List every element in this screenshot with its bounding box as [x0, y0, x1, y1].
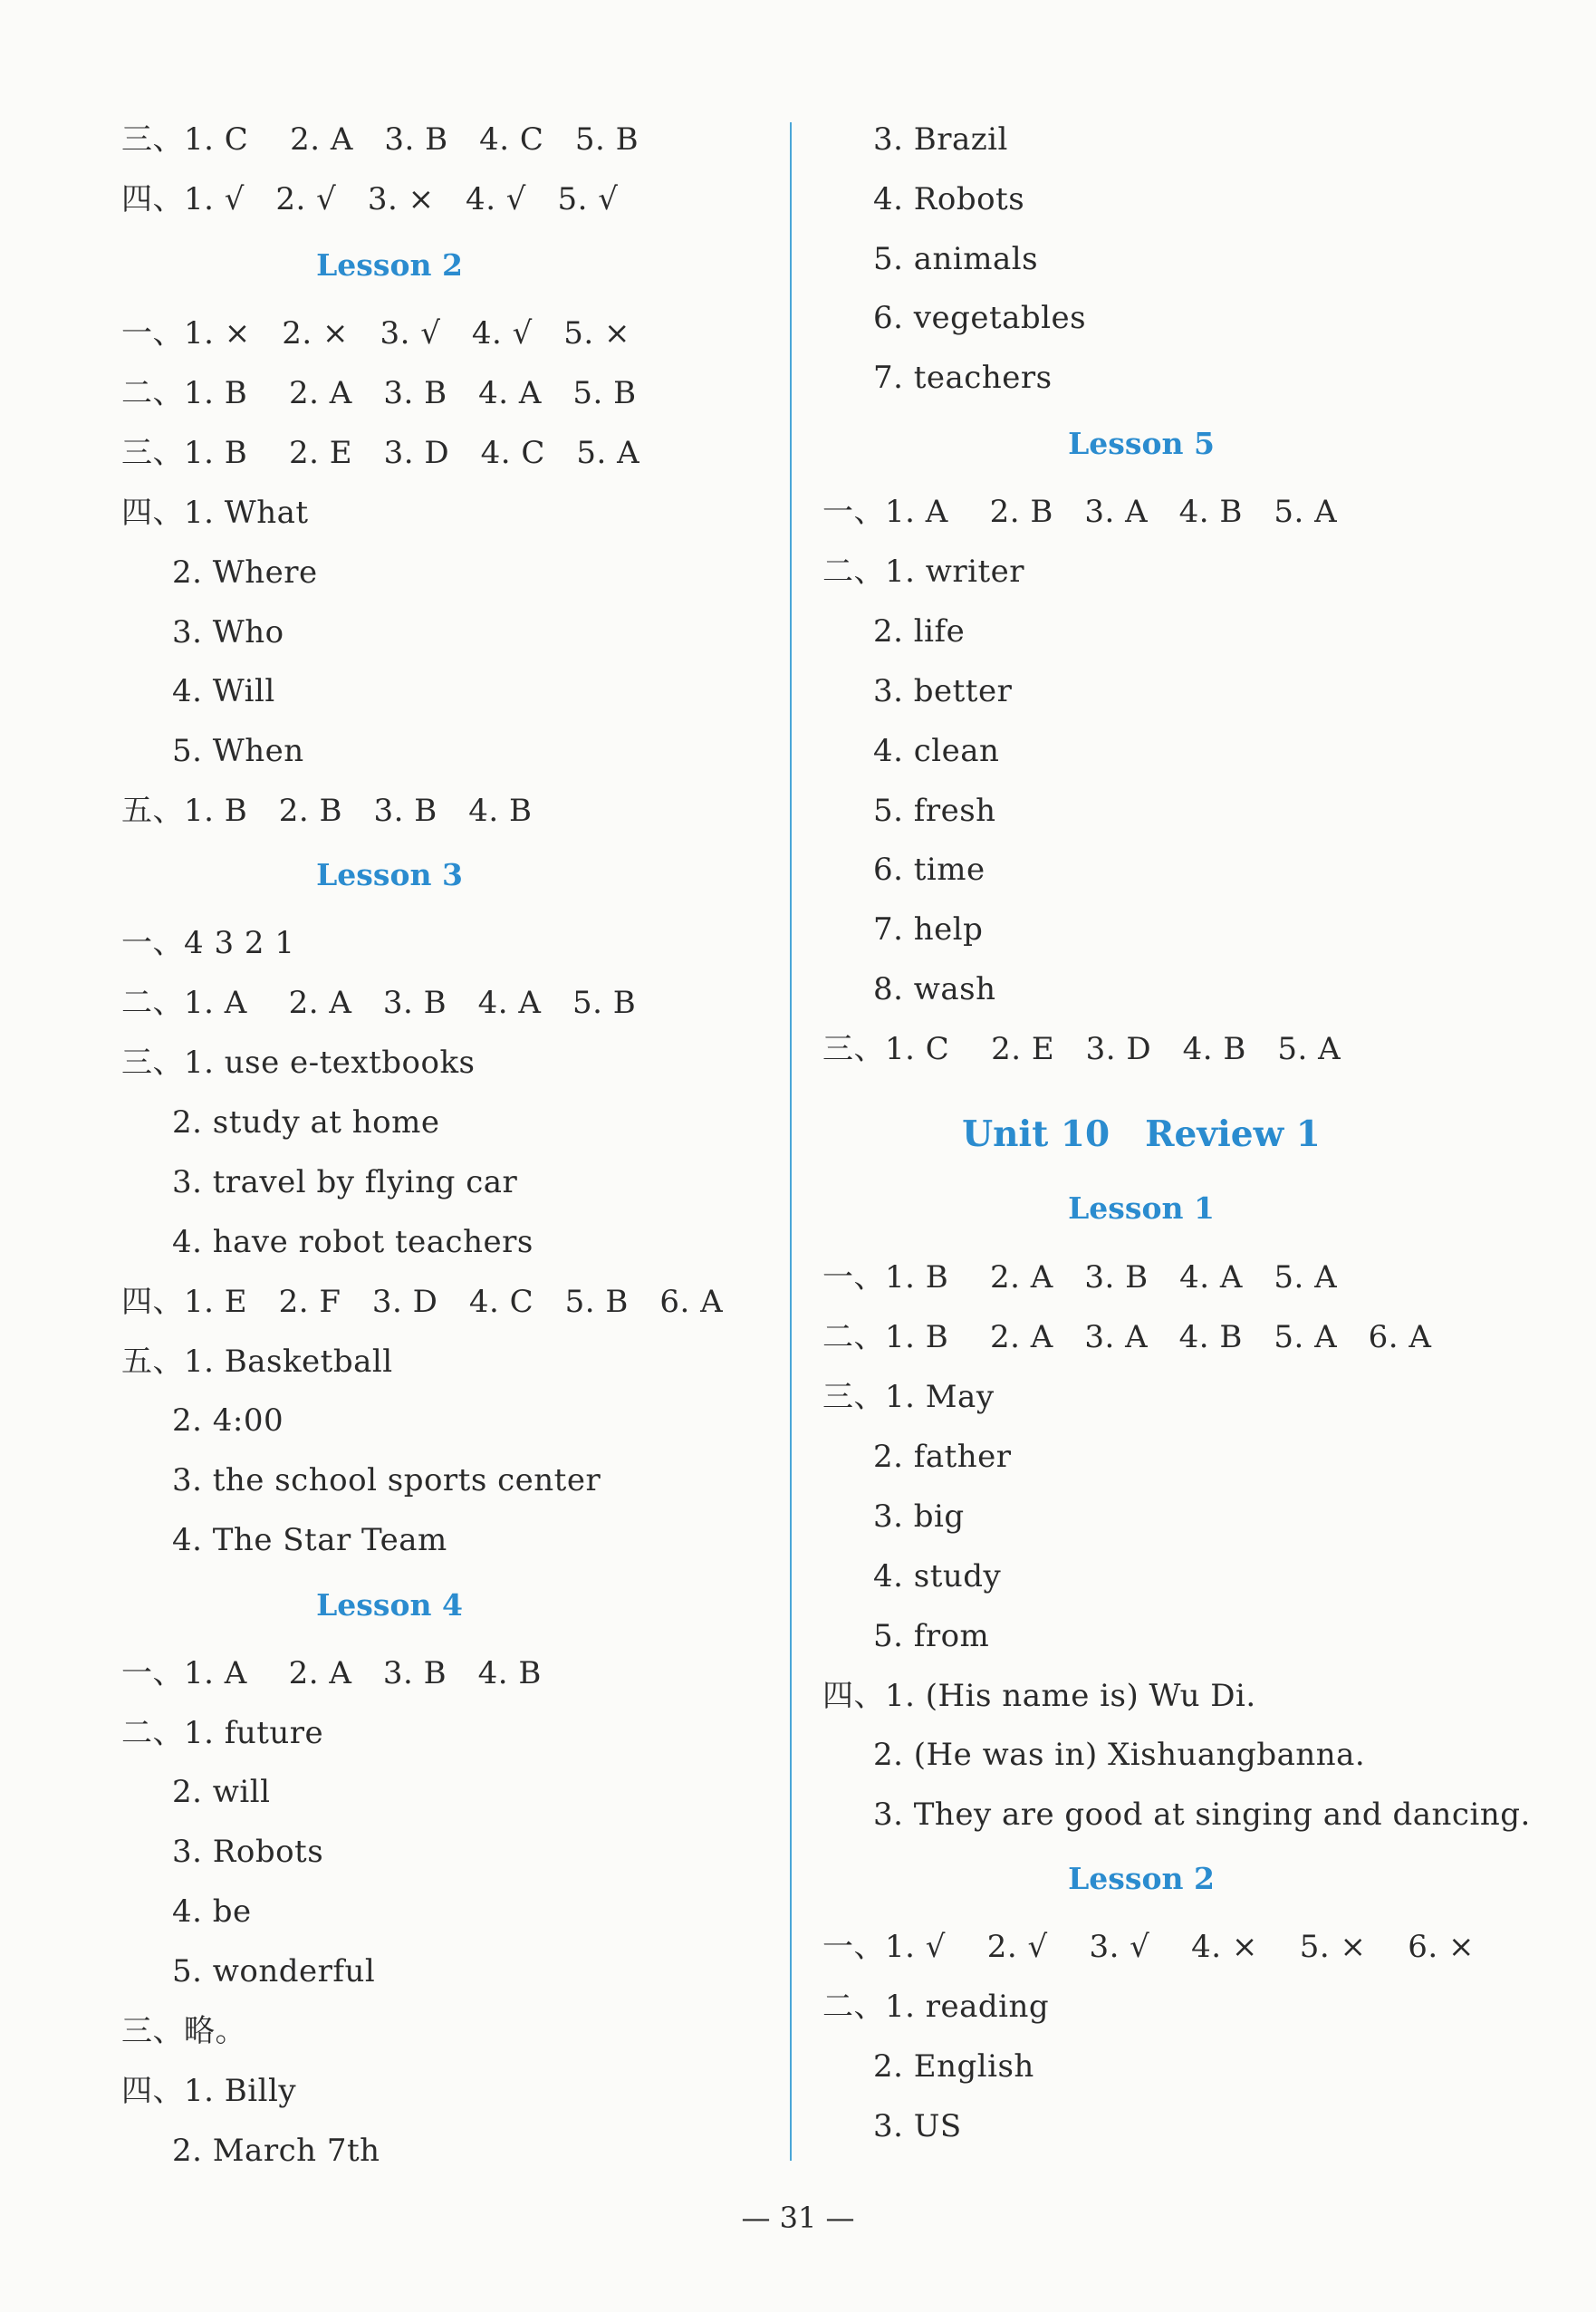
answer-line: 二、1. reading	[822, 1989, 1050, 2025]
page-number: — 31 —	[741, 2201, 855, 2235]
answer-line: 三、1. B 2. E 3. D 4. C 5. A	[121, 435, 640, 471]
answer-subline: 5. from	[873, 1618, 990, 1654]
unit-heading: Unit 10 Review 1	[962, 1113, 1321, 1155]
answer-line: 一、1. × 2. × 3. √ 4. √ 5. ×	[121, 315, 631, 352]
answer-subline: 2. father	[873, 1439, 1012, 1475]
answer-subline: 5. fresh	[873, 793, 996, 829]
answer-line: 二、1. A 2. A 3. B 4. A 5. B	[121, 985, 637, 1021]
answer-subline: 3. better	[873, 673, 1013, 709]
answer-subline: 4. be	[172, 1893, 252, 1930]
answer-subline: 2. study at home	[172, 1104, 440, 1141]
answer-line: 四、1. √ 2. √ 3. × 4. √ 5. √	[121, 181, 619, 217]
answer-subline: 3. US	[873, 2108, 962, 2144]
lesson-heading: Lesson 2	[316, 247, 463, 283]
answer-subline: 2. English	[873, 2048, 1034, 2085]
answer-line: 三、1. C 2. E 3. D 4. B 5. A	[822, 1031, 1341, 1067]
answer-subline: 2. March 7th	[172, 2133, 380, 2169]
answer-line: 一、4 3 2 1	[121, 925, 295, 961]
answer-line: 三、略。	[121, 2013, 246, 2049]
answer-line: 三、1. C 2. A 3. B 4. C 5. B	[121, 121, 639, 158]
answer-subline: 4. Robots	[873, 181, 1025, 217]
answer-subline: 4. Will	[172, 673, 275, 709]
lesson-heading: Lesson 3	[316, 857, 463, 892]
answer-subline: 7. teachers	[873, 360, 1053, 396]
answer-line: 三、1. use e-textbooks	[121, 1045, 476, 1081]
answer-line: 二、1. future	[121, 1715, 324, 1751]
answer-subline: 8. wash	[873, 971, 996, 1007]
answer-subline: 2. 4:00	[172, 1402, 284, 1439]
answer-subline: 3. They are good at singing and dancing.	[873, 1797, 1531, 1833]
answer-subline: 7. help	[873, 911, 984, 948]
answer-line: 二、1. B 2. A 3. B 4. A 5. B	[121, 375, 637, 411]
answer-line: 二、1. B 2. A 3. A 4. B 5. A 6. A	[822, 1319, 1432, 1355]
answer-subline: 2. (He was in) Xishuangbanna.	[873, 1737, 1366, 1773]
answer-line: 四、1. What	[121, 495, 309, 531]
answer-line: 四、1. E 2. F 3. D 4. C 5. B 6. A	[121, 1284, 724, 1320]
answer-subline: 4. have robot teachers	[172, 1224, 534, 1260]
answer-line: 五、1. Basketball	[121, 1344, 393, 1380]
column-divider	[790, 122, 792, 2161]
answer-subline: 3. Robots	[172, 1834, 324, 1870]
answer-line: 四、1. Billy	[121, 2073, 297, 2109]
answer-subline: 4. The Star Team	[172, 1522, 447, 1558]
answer-subline: 6. time	[873, 852, 985, 888]
answer-line: 二、1. writer	[822, 554, 1025, 590]
lesson-heading: Lesson 2	[1068, 1861, 1215, 1896]
answer-subline: 2. life	[873, 613, 966, 650]
answer-subline: 3. Who	[172, 614, 284, 650]
answer-subline: 5. wonderful	[172, 1953, 376, 1989]
answer-line: 一、1. A 2. B 3. A 4. B 5. A	[822, 494, 1338, 530]
answer-subline: 3. Brazil	[873, 121, 1008, 158]
lesson-heading: Lesson 5	[1068, 426, 1215, 461]
answer-line: 一、1. √ 2. √ 3. √ 4. × 5. × 6. ×	[822, 1929, 1475, 1965]
answer-line: 一、1. B 2. A 3. B 4. A 5. A	[822, 1259, 1338, 1296]
answer-subline: 5. When	[172, 733, 304, 769]
answer-subline: 4. clean	[873, 733, 1000, 769]
answer-subline: 2. will	[172, 1774, 271, 1810]
answer-subline: 3. big	[873, 1498, 965, 1535]
answer-subline: 3. the school sports center	[172, 1462, 601, 1498]
lesson-heading: Lesson 1	[1068, 1190, 1215, 1226]
answer-line: 一、1. A 2. A 3. B 4. B	[121, 1655, 542, 1691]
lesson-heading: Lesson 4	[316, 1587, 463, 1623]
answer-line: 五、1. B 2. B 3. B 4. B	[121, 793, 533, 829]
answer-line: 三、1. May	[822, 1379, 995, 1415]
answer-subline: 6. vegetables	[873, 300, 1087, 336]
answer-subline: 3. travel by flying car	[172, 1164, 518, 1200]
answer-subline: 2. Where	[172, 554, 318, 591]
answer-subline: 4. study	[873, 1558, 1002, 1594]
answer-subline: 5. animals	[873, 241, 1039, 277]
answer-line: 四、1. (His name is) Wu Di.	[822, 1678, 1256, 1714]
